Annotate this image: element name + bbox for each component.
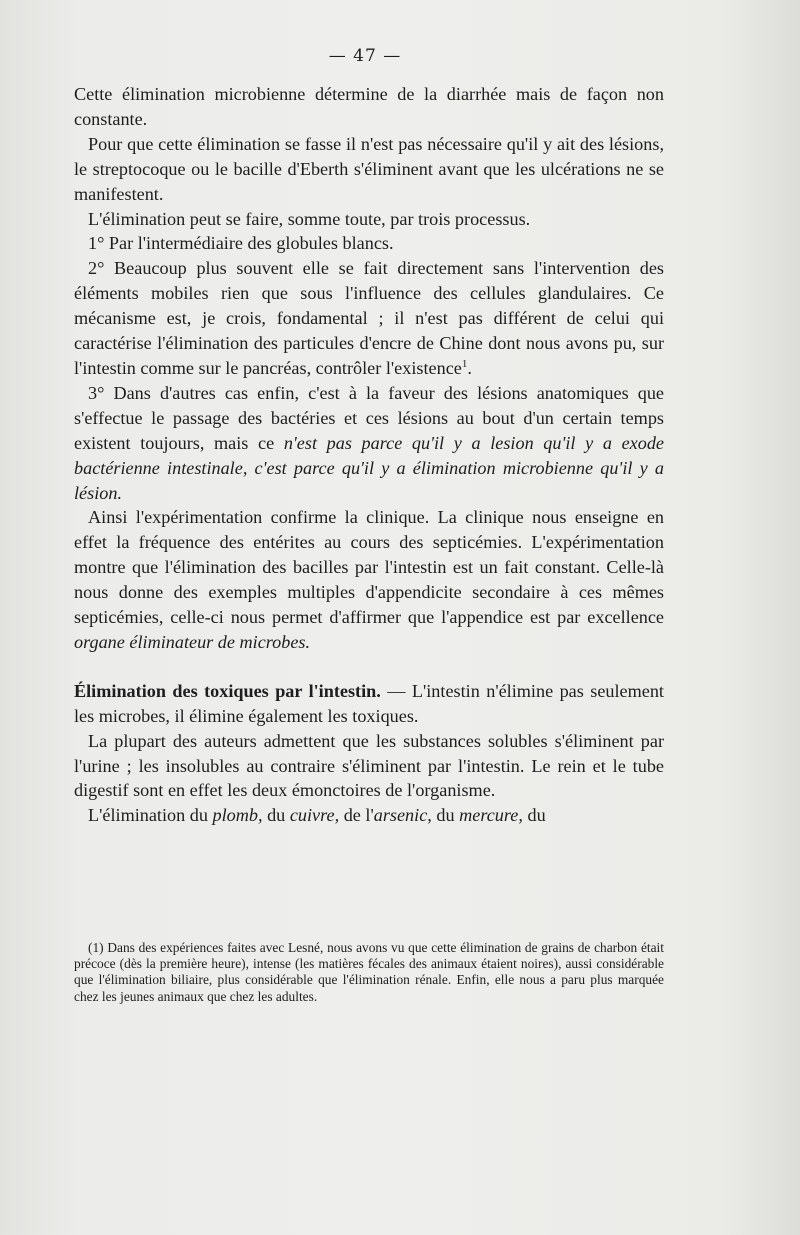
metal-mercure: mercure, [459,805,523,826]
metals-text-d: du [431,805,460,826]
process-3-text: 3° Dans d'autres cas enfin, c'est à la faveur des lésions anatomiques que s'effectue le passage des bactéries et ces lésions au bout d'un certain temps existent toujours, mais ce [74,382,664,453]
process-2-text: 2° Beaucoup plus souvent elle se fait directement sans l'intervention des éléments mobiles rien que sous l'influence des cellules glandulaires. Ce mécanisme est, je crois, fondamental ; il n'est pas différent de celui qui caractérise l'élimination des particules d'encre de Chine dont nous avons pu, sur l'intestin comme sur le pancréas, contrôler l'existence [74,258,664,378]
paragraph-toxics [74,679,664,729]
footnote-reference[interactable]: 1 [461,357,468,370]
experimentation-text: Ainsi l'expérimentation confirme la clinique. La clinique nous enseigne en effet la fréquence des entérites au cours des septicémies. L'expérimentation montre que l'élimination des bacilles par l'intestin est un fait constant. Celle-là nous donne des exemples multiples d'appendicite secondaire à ces mêmes septicémies, celle-ci nous permet d'affirmer que l'appendice est par excellence [74,507,664,628]
process-2-end: . [467,357,472,378]
experimentation-italic: organe éliminateur de microbes. [74,631,311,652]
paragraph-soluble: La plupart des auteurs admettent que les substances solubles s'éliminent par l'urine ; les insolubles au contraire s'éliminent par l'intestin. Le rein et le tube digestif sont en effet les deux émonctoires de l'organisme. [74,730,664,801]
section-intro-text: — L'intestin n'élimine pas seulement les microbes, il élimine également les toxiques. [74,680,664,726]
page-number: — 47 — [328,46,402,66]
metal-arsenic: arsenic, [373,805,432,826]
paragraph-three-processes: L'élimination peut se faire, somme toute, par trois processus. [88,208,531,229]
main-text [74,82,664,828]
paragraph-process-2 [74,256,664,381]
footnote [74,940,664,1005]
metals-text-b: du [262,805,290,826]
section-title: Élimination des toxiques par l'intestin. [74,680,381,701]
footnote-text: (1) Dans des expériences faites avec Lesné, nous avons vu que cette élimination de grains de charbon était précoce (dès la première heure), intense (les matières fécales des animaux étaient noires), aussi considérable que l'élimination biliaire, plus considérable que l'élimination rénale. Enfin, elle nous a paru plus marquée chez les jeunes animaux que chez les adultes. [74,940,664,1004]
metal-plomb: plomb, [212,805,263,826]
metal-cuivre: cuivre, [289,805,340,826]
paragraph-lesions: Pour que cette élimination se fasse il n'est pas nécessaire qu'il y ait des lésions, le streptocoque ou le bacille d'Eberth s'éliminent avant que les ulcérations ne se manifestent. [74,133,664,204]
paragraph-diarrhea: Cette élimination microbienne détermine de la diarrhée mais de façon non constante. [74,84,664,129]
paragraph-process-1: 1° Par l'intermédiaire des globules blancs. [88,233,394,254]
paragraph-metals [74,803,664,828]
metals-text-c: de l' [339,805,374,826]
paragraph-process-3 [74,381,664,506]
paragraph-experimentation [74,505,664,654]
metals-text-e: du [522,805,546,826]
process-3-italic: n'est pas parce qu'il y a lesion qu'il y a exode bactérienne intestinale, c'est parce qu'il y a élimination microbienne qu'il y a lésion. [74,432,664,503]
metals-text-a: L'élimination du [88,805,213,826]
